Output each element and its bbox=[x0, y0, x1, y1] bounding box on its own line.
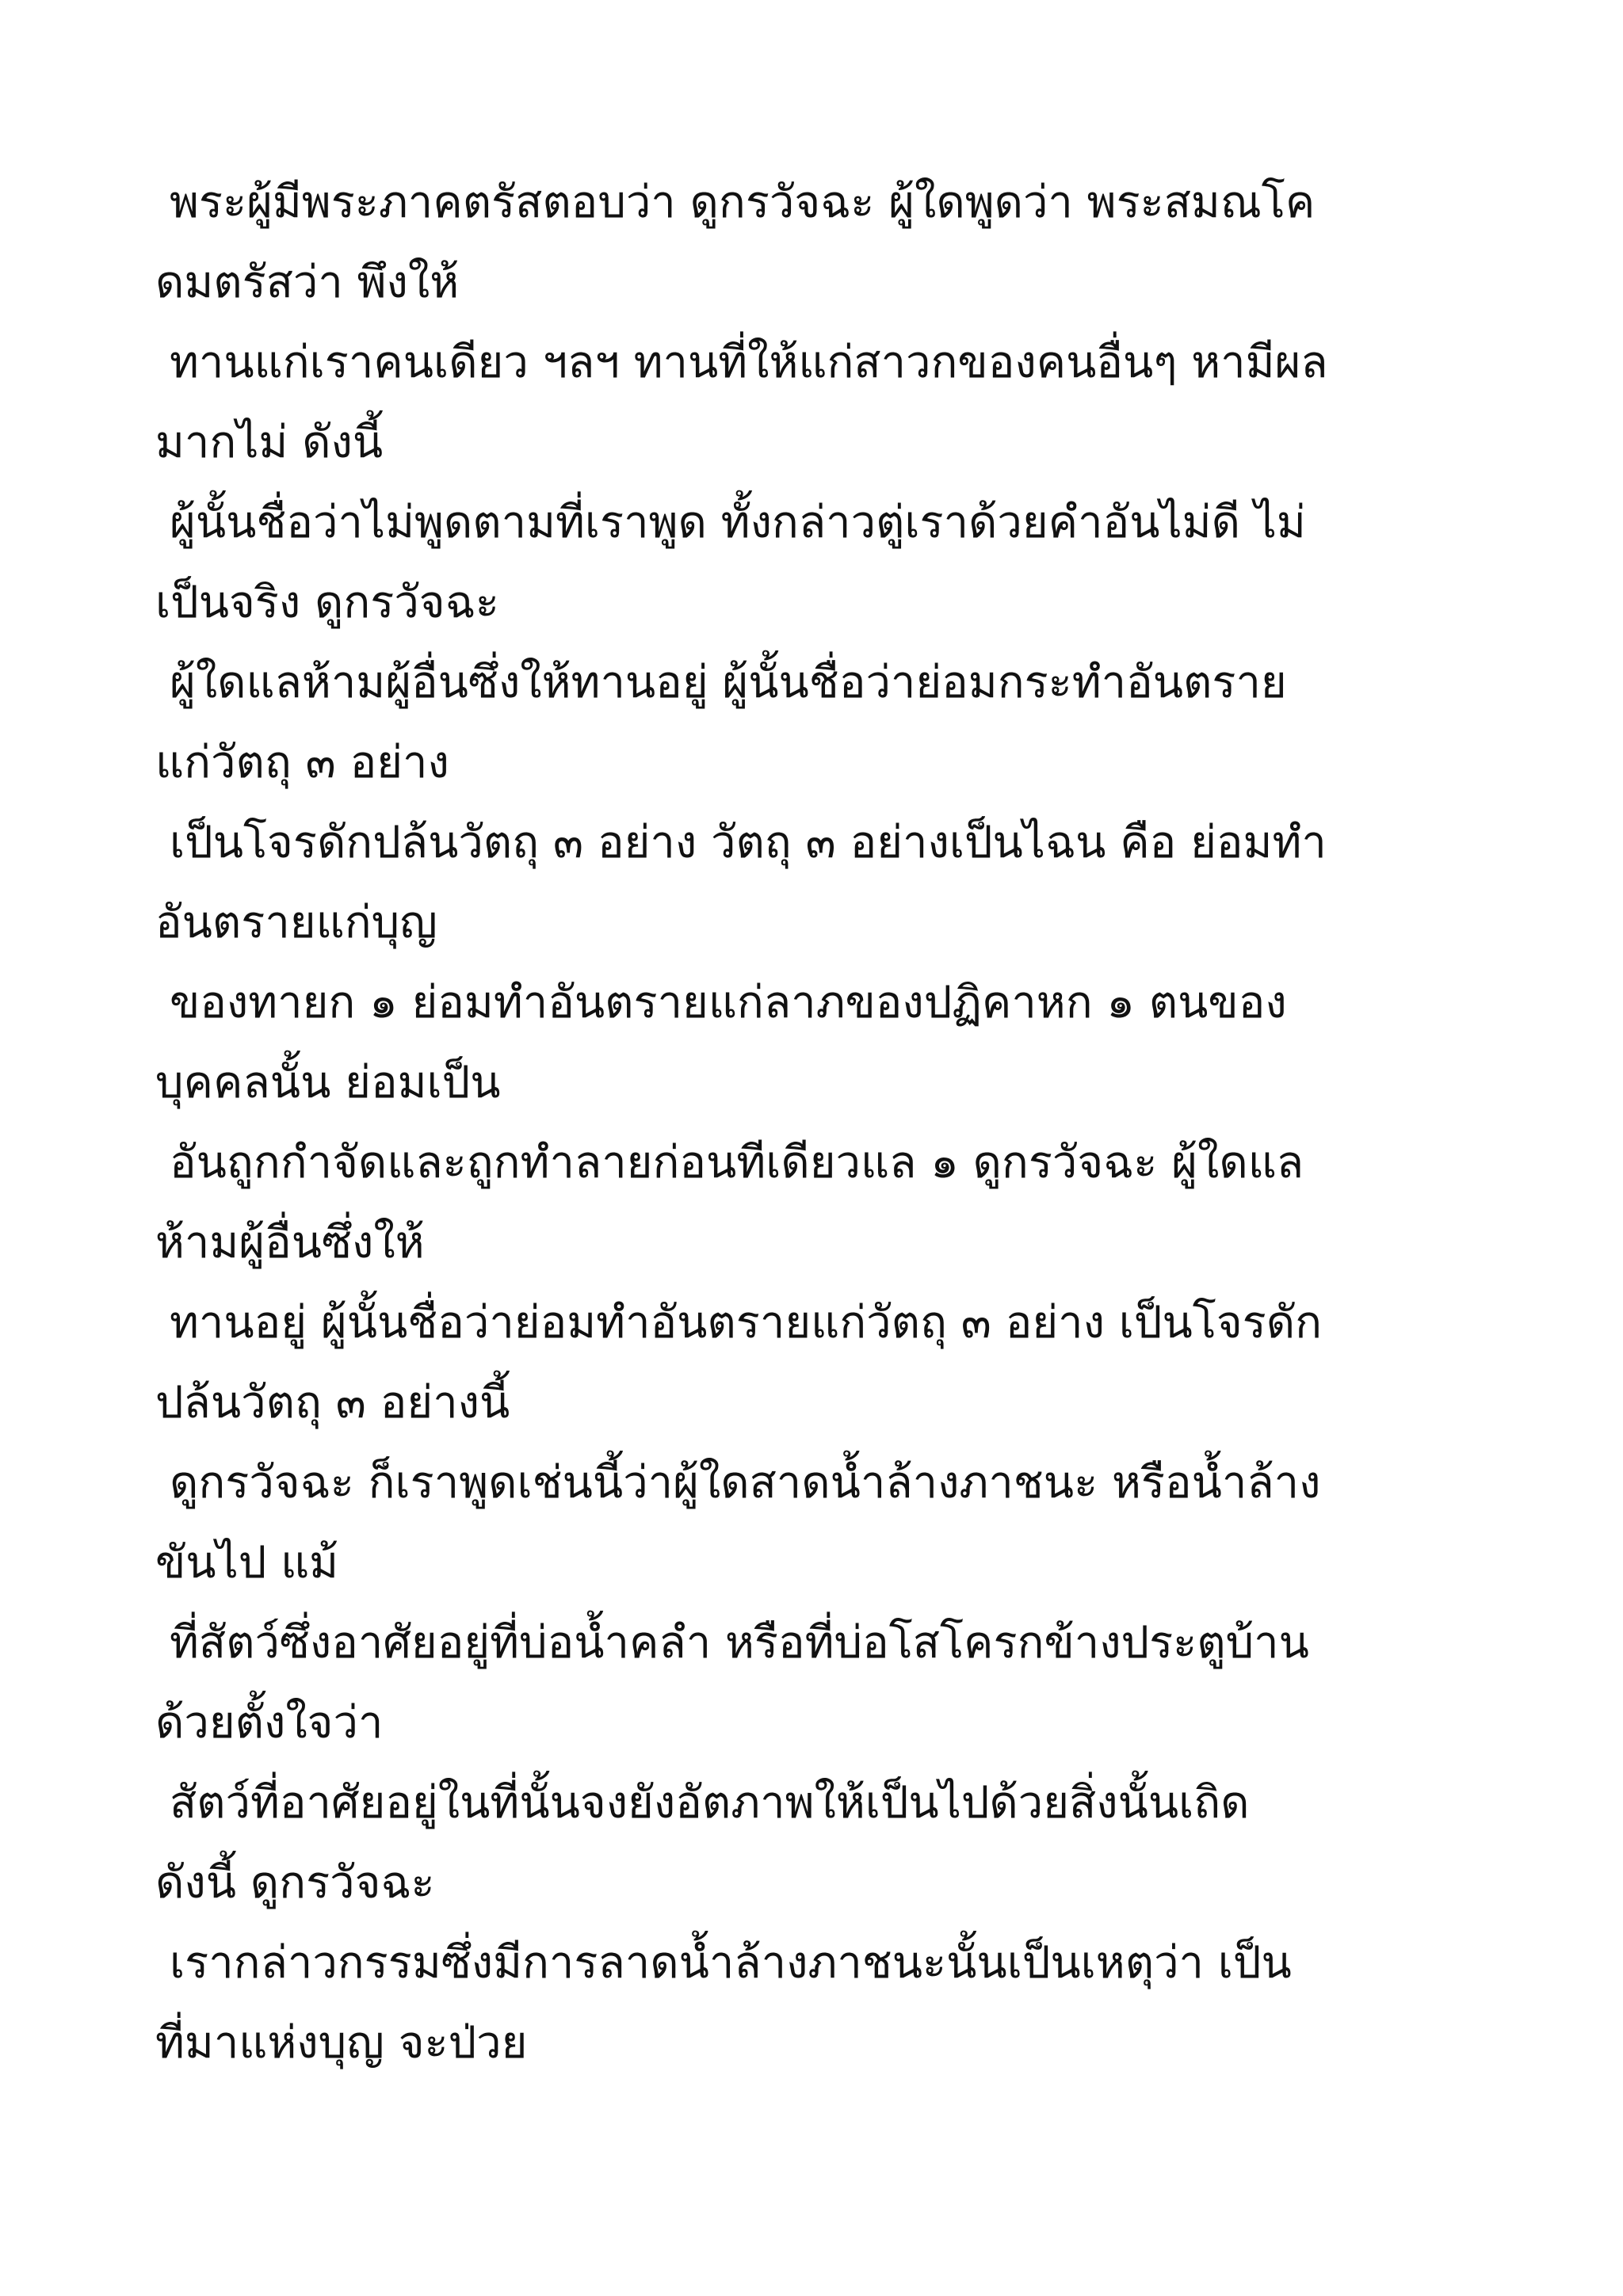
paragraph bbox=[155, 803, 1471, 963]
text-line: ดมตรัสว่า พึงให้ bbox=[155, 257, 460, 308]
body-text bbox=[155, 162, 1471, 2083]
text-line: มากไม่ ดังนี้ bbox=[155, 417, 384, 468]
text-line: สัตว์ที่อาศัยอยู่ในที่นั้นจงยังอัตภาพให้เป็นไปด้วยสิ่งนั้นเถิด bbox=[170, 1777, 1250, 1829]
text-line: เป็นจริง ดูกรวัจฉะ bbox=[155, 577, 499, 628]
text-line: ที่มาแห่งบุญ จะป่วย bbox=[155, 2017, 528, 2069]
text-line: ผู้ใดแลห้ามผู้อื่นซึ่งให้ทานอยู่ ผู้นั้นชื่อว่าย่อมกระทำอันตราย bbox=[170, 657, 1287, 708]
text-line: บุคคลนั้น ย่อมเป็น bbox=[155, 1057, 501, 1108]
paragraph bbox=[155, 1763, 1471, 1923]
text-line: ผู้นั้นชื่อว่าไม่พูดตามที่เราพูด ทั้งกล่าวตู่เราด้วยคำอันไม่ดี ไม่ bbox=[170, 497, 1306, 548]
paragraph bbox=[155, 1283, 1471, 1443]
text-line: เรากล่าวกรรมซึ่งมีการลาดน้ำล้างภาชนะนั้นเป็นเหตุว่า เป็น bbox=[170, 1937, 1292, 1989]
text-line: ของทายก ๑ ย่อมทำอันตรายแก่ลาภของปฏิคาหก ๑ ตนของ bbox=[170, 977, 1287, 1028]
paragraph bbox=[155, 963, 1471, 1123]
text-line: พระผู้มีพระภาคตรัสตอบว่า ดูกรวัจฉะ ผู้ใดพูดว่า พระสมณโค bbox=[170, 177, 1316, 228]
paragraph bbox=[155, 482, 1471, 643]
paragraph bbox=[155, 643, 1471, 803]
text-line: ด้วยตั้งใจว่า bbox=[155, 1697, 384, 1749]
paragraph bbox=[155, 322, 1471, 482]
text-line: เป็นโจรดักปล้นวัตถุ ๓ อย่าง วัตถุ ๓ อย่างเป็นไฉน คือ ย่อมทำ bbox=[170, 817, 1327, 868]
text-line: อันถูกกำจัดและถูกทำลายก่อนทีเดียวแล ๑ ดูกรวัจฉะ ผู้ใดแล bbox=[170, 1137, 1304, 1188]
text-line: อันตรายแก่บุญ bbox=[155, 897, 437, 948]
text-line: ดูกรวัจฉะ ก็เราพูดเช่นนี้ว่าผู้ใดสาดน้ำล้างภาชนะ หรือน้ำล้าง bbox=[170, 1457, 1321, 1508]
text-line: ทานแก่เราคนเดียว ฯลฯ ทานที่ให้แก่สาวกของคนอื่นๆ หามีผล bbox=[170, 337, 1328, 388]
text-line: ขันไป แม้ bbox=[155, 1537, 339, 1589]
paragraph bbox=[155, 1443, 1471, 1603]
text-line: ที่สัตว์ซึ่งอาศัยอยู่ที่บ่อน้ำคลำ หรือที่บ่อโสโครกข้างประตูบ้าน bbox=[170, 1617, 1309, 1669]
text-line: ดังนี้ ดูกรวัจฉะ bbox=[155, 1857, 435, 1909]
text-line: ปล้นวัตถุ ๓ อย่างนี้ bbox=[155, 1377, 510, 1428]
text-line: ห้ามผู้อื่นซึ่งให้ bbox=[155, 1217, 425, 1268]
paragraph bbox=[155, 1123, 1471, 1283]
paragraph bbox=[155, 1603, 1471, 1763]
text-line: แก่วัตถุ ๓ อย่าง bbox=[155, 737, 449, 788]
paragraph bbox=[155, 1923, 1471, 2083]
text-line: ทานอยู่ ผู้นั้นชื่อว่าย่อมทำอันตรายแก่วัตถุ ๓ อย่าง เป็นโจรดัก bbox=[170, 1297, 1322, 1348]
paragraph bbox=[155, 162, 1471, 322]
